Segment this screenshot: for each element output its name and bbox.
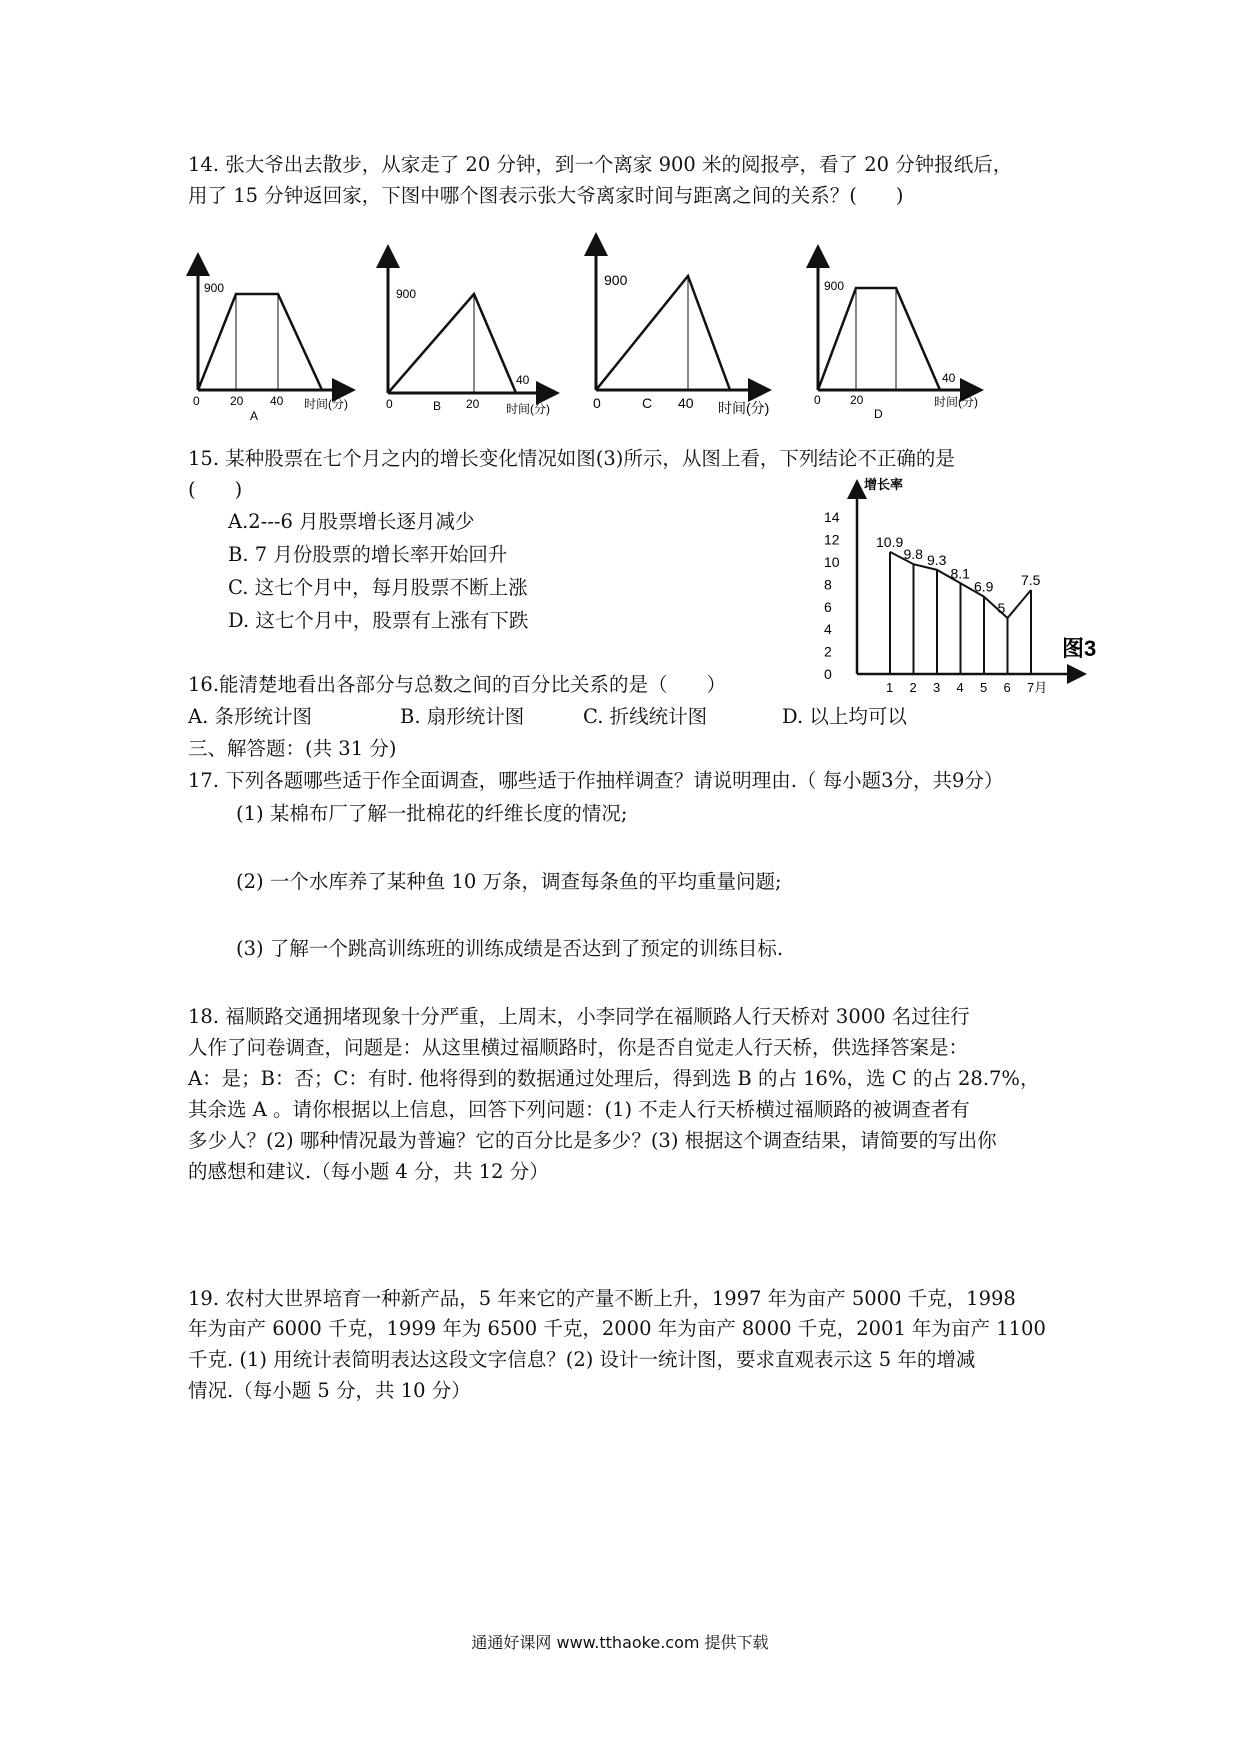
footer-download-note: 通通好课网 www.tthaoke.com 提供下载	[471, 1633, 769, 1652]
graph-d	[814, 250, 978, 421]
graph-c-zero: 0	[593, 395, 601, 411]
figure-3-data-label: 6.9	[974, 578, 994, 595]
q16-option-b: B. 扇形统计图	[400, 705, 525, 728]
graph-a-t1: 20	[230, 394, 244, 408]
q18-line6: 的感想和建议.（每小题 4 分，共 12 分）	[188, 1160, 549, 1183]
q17-item1: (1) 某棉布厂了解一批棉花的纤维长度的情况;	[236, 802, 628, 825]
q17-item2: (2) 一个水库养了某种鱼 10 万条，调查每条鱼的平均重量问题;	[236, 870, 782, 893]
figure-3-ytick: 12	[824, 531, 840, 548]
graph-c-xunit: 时间(分)	[718, 400, 770, 416]
q18-line5: 多少人？(2) 哪种情况最为普遍？它的百分比是多少？(3) 根据这个调查结果，请简要的写出你	[188, 1129, 997, 1152]
q15-option-a: A.2---6 月股票增长逐月减少	[228, 510, 475, 533]
graph-b-zero: 0	[386, 397, 393, 411]
graph-c-900: 900	[604, 272, 628, 288]
q19-line1: 19. 农村大世界培育一种新产品，5 年来它的产量不断上升，1997 年为亩产 5000 千克，1998	[188, 1287, 1016, 1310]
graph-d-xunit: 时间(分)	[934, 395, 978, 409]
q18-line3: A：是；B：否；C：有时. 他将得到的数据通过处理后，得到选 B 的占 16%，选 C 的占 28.7%，	[188, 1067, 1040, 1090]
graph-d-900: 900	[824, 279, 845, 293]
graph-d-letter: D	[874, 407, 883, 421]
graph-d-t2: 40	[942, 371, 956, 385]
figure-3-ytick: 14	[824, 509, 840, 526]
figure-3-xtick: 4	[956, 680, 964, 695]
graph-a-letter: A	[250, 409, 259, 423]
graph-b-t1: 20	[466, 397, 480, 411]
figure-3-ytick: 0	[824, 666, 832, 682]
q17-item3: (3) 了解一个跳高训练班的训练成绩是否达到了预定的训练目标.	[236, 937, 784, 960]
q19-line3: 千克. (1) 用统计表简明表达这段文字信息？(2) 设计一统计图，要求直观表示这 5 年的增减	[188, 1348, 976, 1371]
figure-3-data-label: 9.3	[927, 551, 947, 568]
q15-option-b: B. 7 月份股票的增长率开始回升	[228, 543, 508, 566]
figure-3-ytick: 2	[824, 643, 832, 660]
q14-graphs	[0, 230, 1240, 430]
q19-line2: 年为亩产 6000 千克，1999 年为 6500 千克，2000 年为亩产 8000 千克，2001 年为亩产 1100	[188, 1317, 1046, 1340]
figure-3-ytick: 10	[824, 554, 840, 570]
graph-a-t2: 40	[270, 394, 284, 408]
q16-option-a: A. 条形统计图	[188, 705, 312, 728]
q16-option-d: D. 以上均可以	[782, 705, 907, 728]
graph-b-letter: B	[433, 399, 442, 413]
graph-a-zero: 0	[193, 394, 200, 408]
figure-3-ytick: 8	[824, 576, 832, 593]
graph-b	[386, 250, 554, 416]
figure-3-data-label: 9.8	[903, 546, 923, 563]
q18-line2: 人作了问卷调查，问题是：从这里横过福顺路时，你是否自觉走人行天桥，供选择答案是：	[188, 1036, 969, 1059]
figure-3-ytick: 4	[824, 621, 832, 638]
figure-3-data-label: 10.9	[876, 533, 904, 550]
q18-line1: 18. 福顺路交通拥堵现象十分严重，上周末，小李同学在福顺路人行天桥对 3000 名过往行	[188, 1005, 970, 1028]
q15-line2: ( )	[188, 478, 243, 501]
graph-d-t1: 20	[850, 393, 864, 407]
figure-3-xtick: 1	[886, 680, 894, 695]
q19-line4: 情况.（每小题 5 分，共 10 分）	[188, 1379, 471, 1402]
graph-c	[593, 238, 769, 416]
graph-c-letter: C	[642, 395, 653, 411]
q17-line1: 17. 下列各题哪些适于作全面调查，哪些适于作抽样调查？请说明理由.（ 每小题3分，共9分）	[188, 769, 1004, 792]
figure-3-chart	[812, 476, 1132, 706]
graph-b-t2: 40	[516, 373, 530, 387]
figure-3-data-label: 7.5	[1021, 572, 1041, 588]
figure-3-title: 图3	[1062, 636, 1097, 661]
section-3-heading: 三、解答题：(共 31 分)	[188, 737, 397, 760]
graph-a-xunit: 时间(分)	[304, 397, 348, 411]
figure-3-ylabel: 增长率	[864, 477, 904, 492]
graph-c-t1: 40	[678, 395, 694, 411]
figure-3-xtick: 6	[1003, 680, 1011, 695]
figure-3-ytick: 6	[824, 598, 832, 615]
graph-b-xunit: 时间(分)	[506, 402, 550, 416]
figure-3-xtick: 3	[933, 680, 941, 695]
graph-a	[193, 258, 350, 423]
graph-d-zero: 0	[814, 393, 821, 407]
q15-option-c: C. 这七个月中，每月股票不断上涨	[228, 576, 528, 599]
q14-line1: 14. 张大爷出去散步，从家走了 20 分钟，到一个离家 900 米的阅报亭，看了 20 分钟报纸后，	[188, 153, 1013, 176]
figure-3-xtick: 7月	[1027, 680, 1048, 695]
graph-b-900: 900	[396, 287, 417, 301]
q16-line1: 16.能清楚地看出各部分与总数之间的百分比关系的是（ ）	[188, 673, 727, 696]
q16-option-c: C. 折线统计图	[583, 705, 708, 728]
figure-3-data-label: 5	[997, 600, 1006, 616]
figure-3-data-label: 8.1	[950, 565, 970, 582]
figure-3-xtick: 5	[980, 680, 988, 695]
figure-3-xtick: 2	[909, 680, 917, 695]
q14-line2: 用了 15 分钟返回家，下图中哪个图表示张大爷离家时间与距离之间的关系？( )	[188, 184, 904, 207]
q15-line1: 15. 某种股票在七个月之内的增长变化情况如图(3)所示，从图上看，下列结论不正确的是	[188, 447, 955, 470]
q18-line4: 其余选 A 。请你根据以上信息，回答下列问题：(1) 不走人行天桥横过福顺路的被调查者有	[188, 1098, 970, 1121]
q15-option-d: D. 这七个月中，股票有上涨有下跌	[228, 609, 529, 632]
graph-a-900: 900	[204, 281, 225, 295]
